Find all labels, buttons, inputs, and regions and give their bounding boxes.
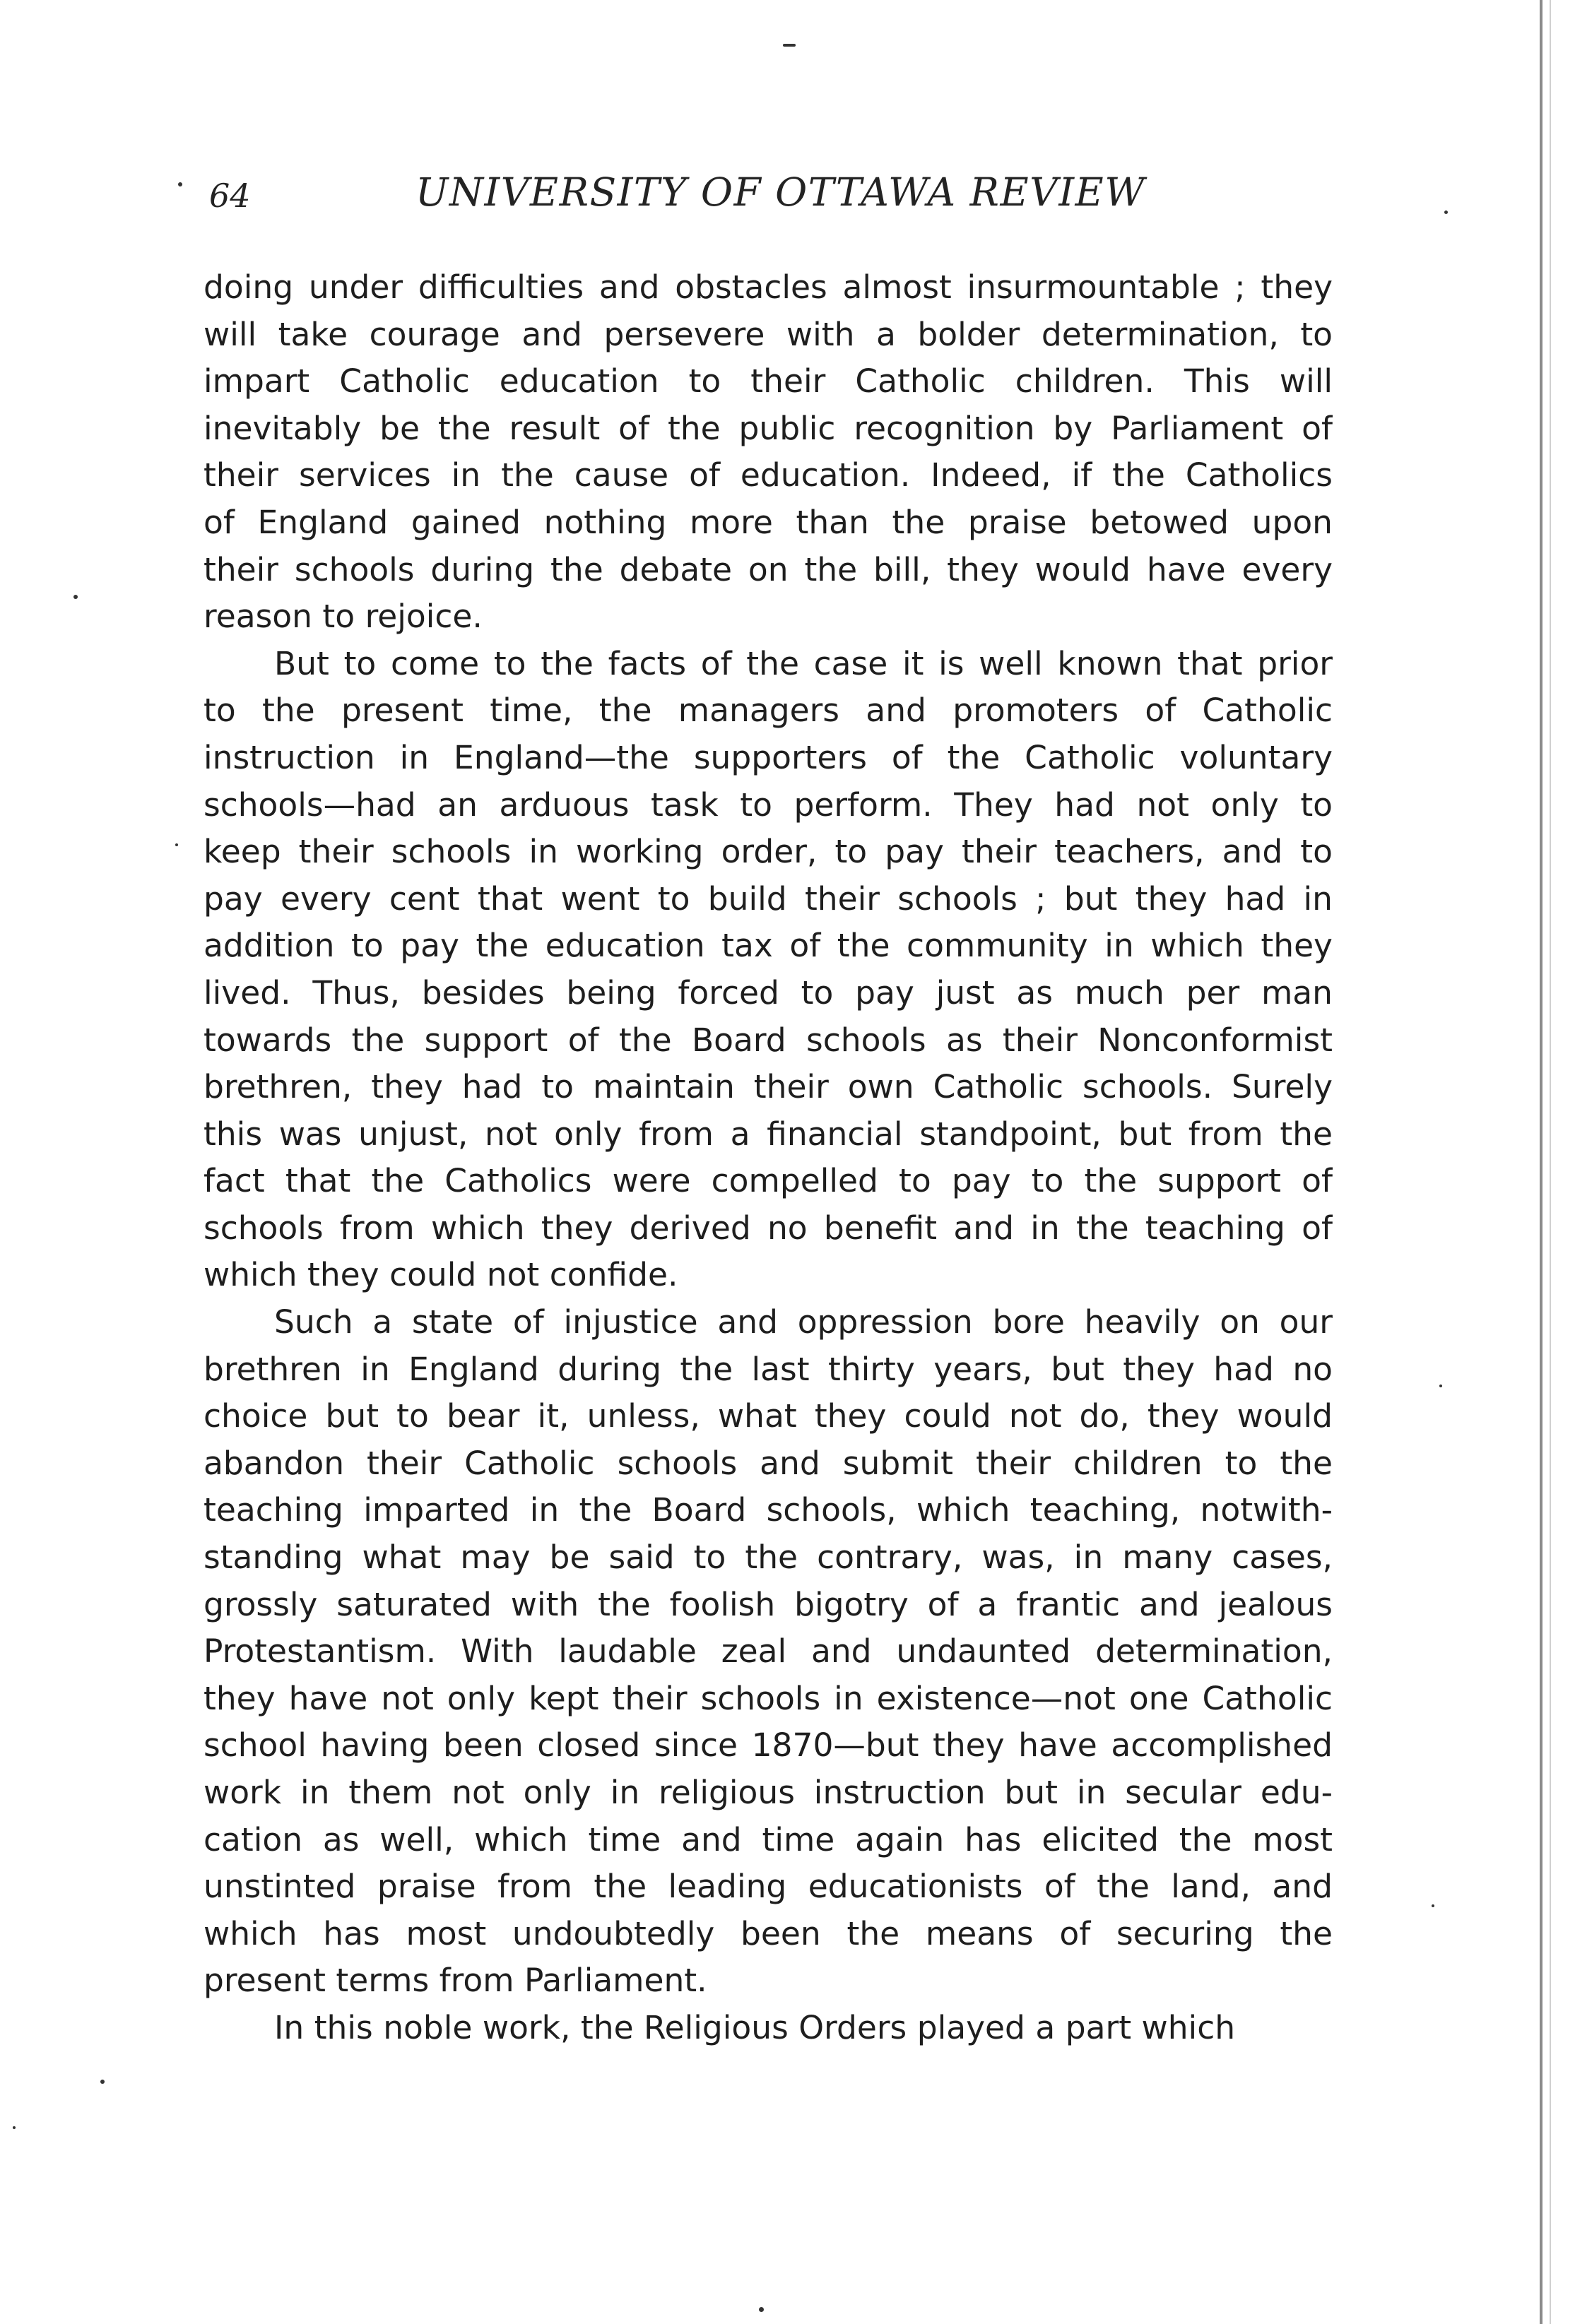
page-number: 64 xyxy=(209,177,251,215)
scan-speck xyxy=(100,2080,105,2084)
text-line: impart Catholic education to their Catholic children. This will xyxy=(203,362,1333,401)
text-line: schools—had an arduous task to perform. They had not only to xyxy=(203,785,1333,824)
text-line: unstinted praise from the leading educationists of the land, and xyxy=(203,1868,1333,1906)
scan-speck xyxy=(73,595,78,599)
body-text xyxy=(203,264,1333,2052)
text-line: Such a state of injustice and oppression bore heavily on our xyxy=(274,1303,1333,1341)
text-line: instruction in England—the supporters of the Catholic voluntary xyxy=(203,738,1333,776)
scan-speck xyxy=(178,182,182,186)
page-edge-rule xyxy=(1540,0,1542,2324)
journal-title: UNIVERSITY OF OTTAWA REVIEW xyxy=(415,170,1146,215)
text-line: which has most undoubtedly been the means of securing the xyxy=(203,1914,1333,1952)
scan-speck xyxy=(1444,211,1448,214)
text-line: school having been closed since 1870—but they have accomplished xyxy=(203,1726,1333,1765)
text-line: they have not only kept their schools in existence—not one Catholic xyxy=(203,1679,1333,1717)
text-line: teaching imparted in the Board schools, which teaching, notwith- xyxy=(203,1491,1333,1529)
text-line: keep their schools in working order, to pay their teachers, and to xyxy=(203,833,1333,871)
scan-speck xyxy=(1439,1385,1442,1387)
text-line: their schools during the debate on the bill, they would have every xyxy=(203,550,1333,588)
text-line: present terms from Parliament. xyxy=(203,1962,707,2000)
scan-speck xyxy=(13,2126,16,2129)
text-line: lived. Thus, besides being forced to pay just as much per man xyxy=(203,973,1333,1012)
text-line: brethren in England during the last thirty years, but they had no xyxy=(203,1350,1333,1388)
text-line: pay every cent that went to build their schools ; but they had in xyxy=(203,879,1333,918)
text-line: Protestantism. With laudable zeal and undaunted determination, xyxy=(203,1632,1333,1671)
text-line: doing under difficulties and obstacles almost insurmountable ; they xyxy=(203,268,1333,306)
text-line: towards the support of the Board schools as their Nonconformist xyxy=(203,1021,1333,1059)
text-line: their services in the cause of education. Indeed, if the Catholics xyxy=(203,456,1333,494)
text-line: fact that the Catholics were compelled to pay to the support of xyxy=(203,1162,1333,1200)
text-line: cation as well, which time and time again has elicited the most xyxy=(203,1820,1333,1858)
text-line: will take courage and persevere with a bolder determination, to xyxy=(203,315,1333,353)
text-line: addition to pay the education tax of the community in which they xyxy=(203,927,1333,965)
scan-speck xyxy=(175,843,178,846)
text-line: brethren, they had to maintain their own Catholic schools. Surely xyxy=(203,1068,1333,1106)
text-line: grossly saturated with the foolish bigotry of a frantic and jealous xyxy=(203,1585,1333,1623)
text-line: to the present time, the managers and promoters of Catholic xyxy=(203,692,1333,730)
text-line: inevitably be the result of the public recognition by Parliament of xyxy=(203,409,1333,447)
scan-speck xyxy=(1432,1904,1434,1907)
scan-speck xyxy=(759,2307,764,2312)
text-line: work in them not only in religious instruction but in secular edu- xyxy=(203,1774,1333,1811)
text-line: reason to rejoice. xyxy=(203,598,483,636)
text-line: abandon their Catholic schools and submit their children to the xyxy=(203,1444,1333,1482)
text-line: In this noble work, the Religious Orders played a part which xyxy=(274,2008,1236,2046)
running-head xyxy=(209,170,1432,233)
page-edge-shadow xyxy=(1550,0,1551,2324)
text-line: schools from which they derived no benefit and in the teaching of xyxy=(203,1209,1333,1247)
text-line: this was unjust, not only from a financial standpoint, but from the xyxy=(203,1115,1333,1153)
text-line: choice but to bear it, unless, what they could not do, they would xyxy=(203,1397,1333,1435)
scan-speck xyxy=(783,44,796,47)
text-line: which they could not confide. xyxy=(203,1256,678,1294)
text-line: But to come to the facts of the case it is well known that prior xyxy=(274,644,1333,682)
text-line: standing what may be said to the contrary, was, in many cases, xyxy=(203,1539,1333,1577)
text-line: of England gained nothing more than the praise betowed upon xyxy=(203,503,1333,541)
